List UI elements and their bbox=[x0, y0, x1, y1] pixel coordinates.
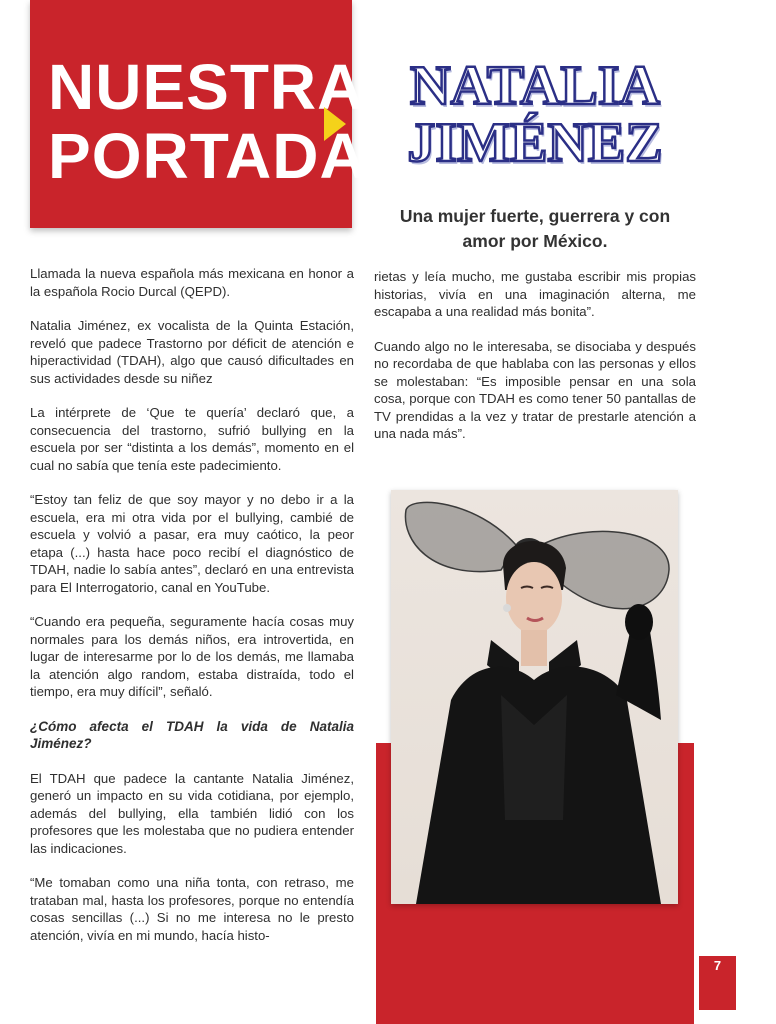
paragraph: “Estoy tan feliz de que soy mayor y no debo ir a la escuela, era mi otra vida por el bullying, cambié de escuela y volvió a pasar, era muy caótico, la peor etapa (...) hasta hace poco recibí el diagnóstico de TDAH, nadie lo sabía antes”, declaró en una entrevista para El Interrogatorio, canal en YouTube. bbox=[30, 492, 354, 595]
paragraph: rietas y leía mucho, me gustaba escribir mis propias historias, vivía en una imaginación alterna, me escapaba a una realidad más bonita”. bbox=[374, 269, 696, 319]
paragraph: “Me tomaban como una niña tonta, con retraso, me trataban mal, hasta los profesores, porque no entendía cosas sencillas (...) Si no me interesa no le presto atención, vivía en mi mundo, hacía histo- bbox=[30, 875, 354, 943]
section-banner bbox=[30, 0, 367, 228]
portrait-illustration bbox=[391, 490, 678, 904]
article-right-column bbox=[374, 268, 696, 460]
arrow-right-icon bbox=[324, 107, 346, 141]
paragraph: “Cuando era pequeña, seguramente hacía cosas muy normales para los demás niños, era introvertida, en lugar de interesarme por lo de los demás, me llamaba la atención algo random, estaba distraída, todo el tiempo, era muy difícil”, señaló. bbox=[30, 614, 354, 699]
subtitle: Una mujer fuerte, guerrera y con amor por México. bbox=[399, 206, 671, 251]
article-left-column bbox=[30, 265, 354, 961]
paragraph: La intérprete de ‘Que te quería’ declaró que, a consecuencia del trastorno, sufrió bullying en la escuela por ser “distinta a los demás”, momento en el cual no sabía que tenía este padecimiento. bbox=[30, 405, 354, 473]
headline-line1: NATALIA bbox=[410, 55, 660, 117]
cover-photo bbox=[391, 490, 678, 904]
headline-line2: JIMÉNEZ bbox=[407, 112, 663, 175]
paragraph: Cuando algo no le interesaba, se disociaba y después no recordaba de que hablaba con las personas y ellos se molestaban: “Es imposible pensar en una sola cosa, porque con TDAH es como tener 50 pantallas de TV prendidas a la vez y tratar de prestarle atención a una nada más”. bbox=[374, 338, 696, 441]
headline bbox=[380, 55, 690, 175]
paragraph: Natalia Jiménez, ex vocalista de la Quinta Estación, reveló que padece Trastorno por déficit de atención e hiperactividad (TDAH), algo que causó dificultades en sus actividades desde su niñez bbox=[30, 318, 354, 386]
paragraph: Llamada la nueva española más mexicana en honor a la española Rocio Durcal (QEPD). bbox=[30, 266, 354, 299]
paragraph: El TDAH que padece la cantante Natalia Jiménez, generó un impacto en su vida cotidiana, por ejemplo, además del bullying, ella también lidió con los profesores que les molestaba que no pudiera entender las indicaciones. bbox=[30, 770, 354, 856]
article-subheading: ¿Cómo afecta el TDAH la vida de Natalia Jiménez? bbox=[30, 718, 354, 751]
page-number: 7 bbox=[699, 956, 736, 1010]
section-title-line1: NUESTRA bbox=[48, 51, 365, 123]
section-title-line2: PORTADA bbox=[48, 120, 367, 192]
